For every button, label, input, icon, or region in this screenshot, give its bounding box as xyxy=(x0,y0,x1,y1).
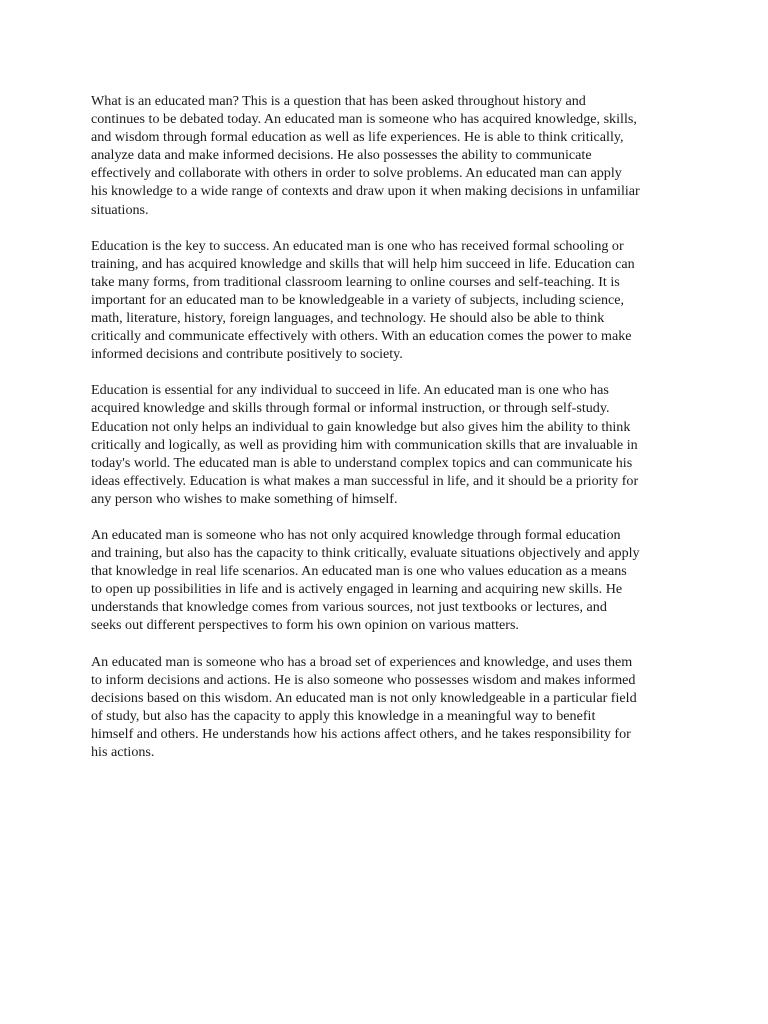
paragraph-2: Education is the key to success. An educated man is one who has received formal schooling or training, and has acquired knowledge and skills that will help him succeed in life. Education can take many forms, from traditional classroom learning to online courses and self-teaching. It is important for an educated man to be knowledgeable in a variety of subjects, including science, math, literature, history, foreign languages, and technology. He should also be able to think critically and communicate effectively with others. With an education comes the power to make informed decisions and contribute positively to society. xyxy=(91,237,635,363)
document-body xyxy=(91,92,711,779)
paragraph-4: An educated man is someone who has not only acquired knowledge through formal education and training, but also has the capacity to think critically, evaluate situations objectively and apply that knowledge in real life scenarios. An educated man is one who values education as a means to open up possibilities in life and is actively engaged in learning and acquiring new skills. He understands that knowledge comes from various sources, not just textbooks or lectures, and seeks out different perspectives to form his own opinion on various matters. xyxy=(91,526,640,634)
paragraph-3: Education is essential for any individual to succeed in life. An educated man is one who has acquired knowledge and skills through formal or informal instruction, or through self-study. Education not only helps an individual to gain knowledge but also gives him the ability to think critically and logically, as well as providing him with communication skills that are invaluable in today's world. The educated man is able to understand complex topics and can communicate his ideas effectively. Education is what makes a man successful in life, and it should be a priority for any person who wishes to make something of himself. xyxy=(91,382,639,507)
paragraph-5: An educated man is someone who has a broad set of experiences and knowledge, and uses them to inform decisions and actions. He is also someone who possesses wisdom and makes informed decisions based on this wisdom. An educated man is not only knowledgeable in a particular field of study, but also has the capacity to apply this knowledge in a meaningful way to benefit himself and others. He understands how his actions affect others, and he takes responsibility for his actions. xyxy=(91,653,637,760)
paragraph-1: What is an educated man? This is a question that has been asked throughout history and continues to be debated today. An educated man is someone who has acquired knowledge, skills, and wisdom through formal education as well as life experiences. He is able to think critically, analyze data and make informed decisions. He also possesses the ability to communicate effectively and collaborate with others in order to solve problems. An educated man can apply his knowledge to a wide range of contexts and draw upon it when making decisions in unfamiliar situations. xyxy=(91,93,640,218)
